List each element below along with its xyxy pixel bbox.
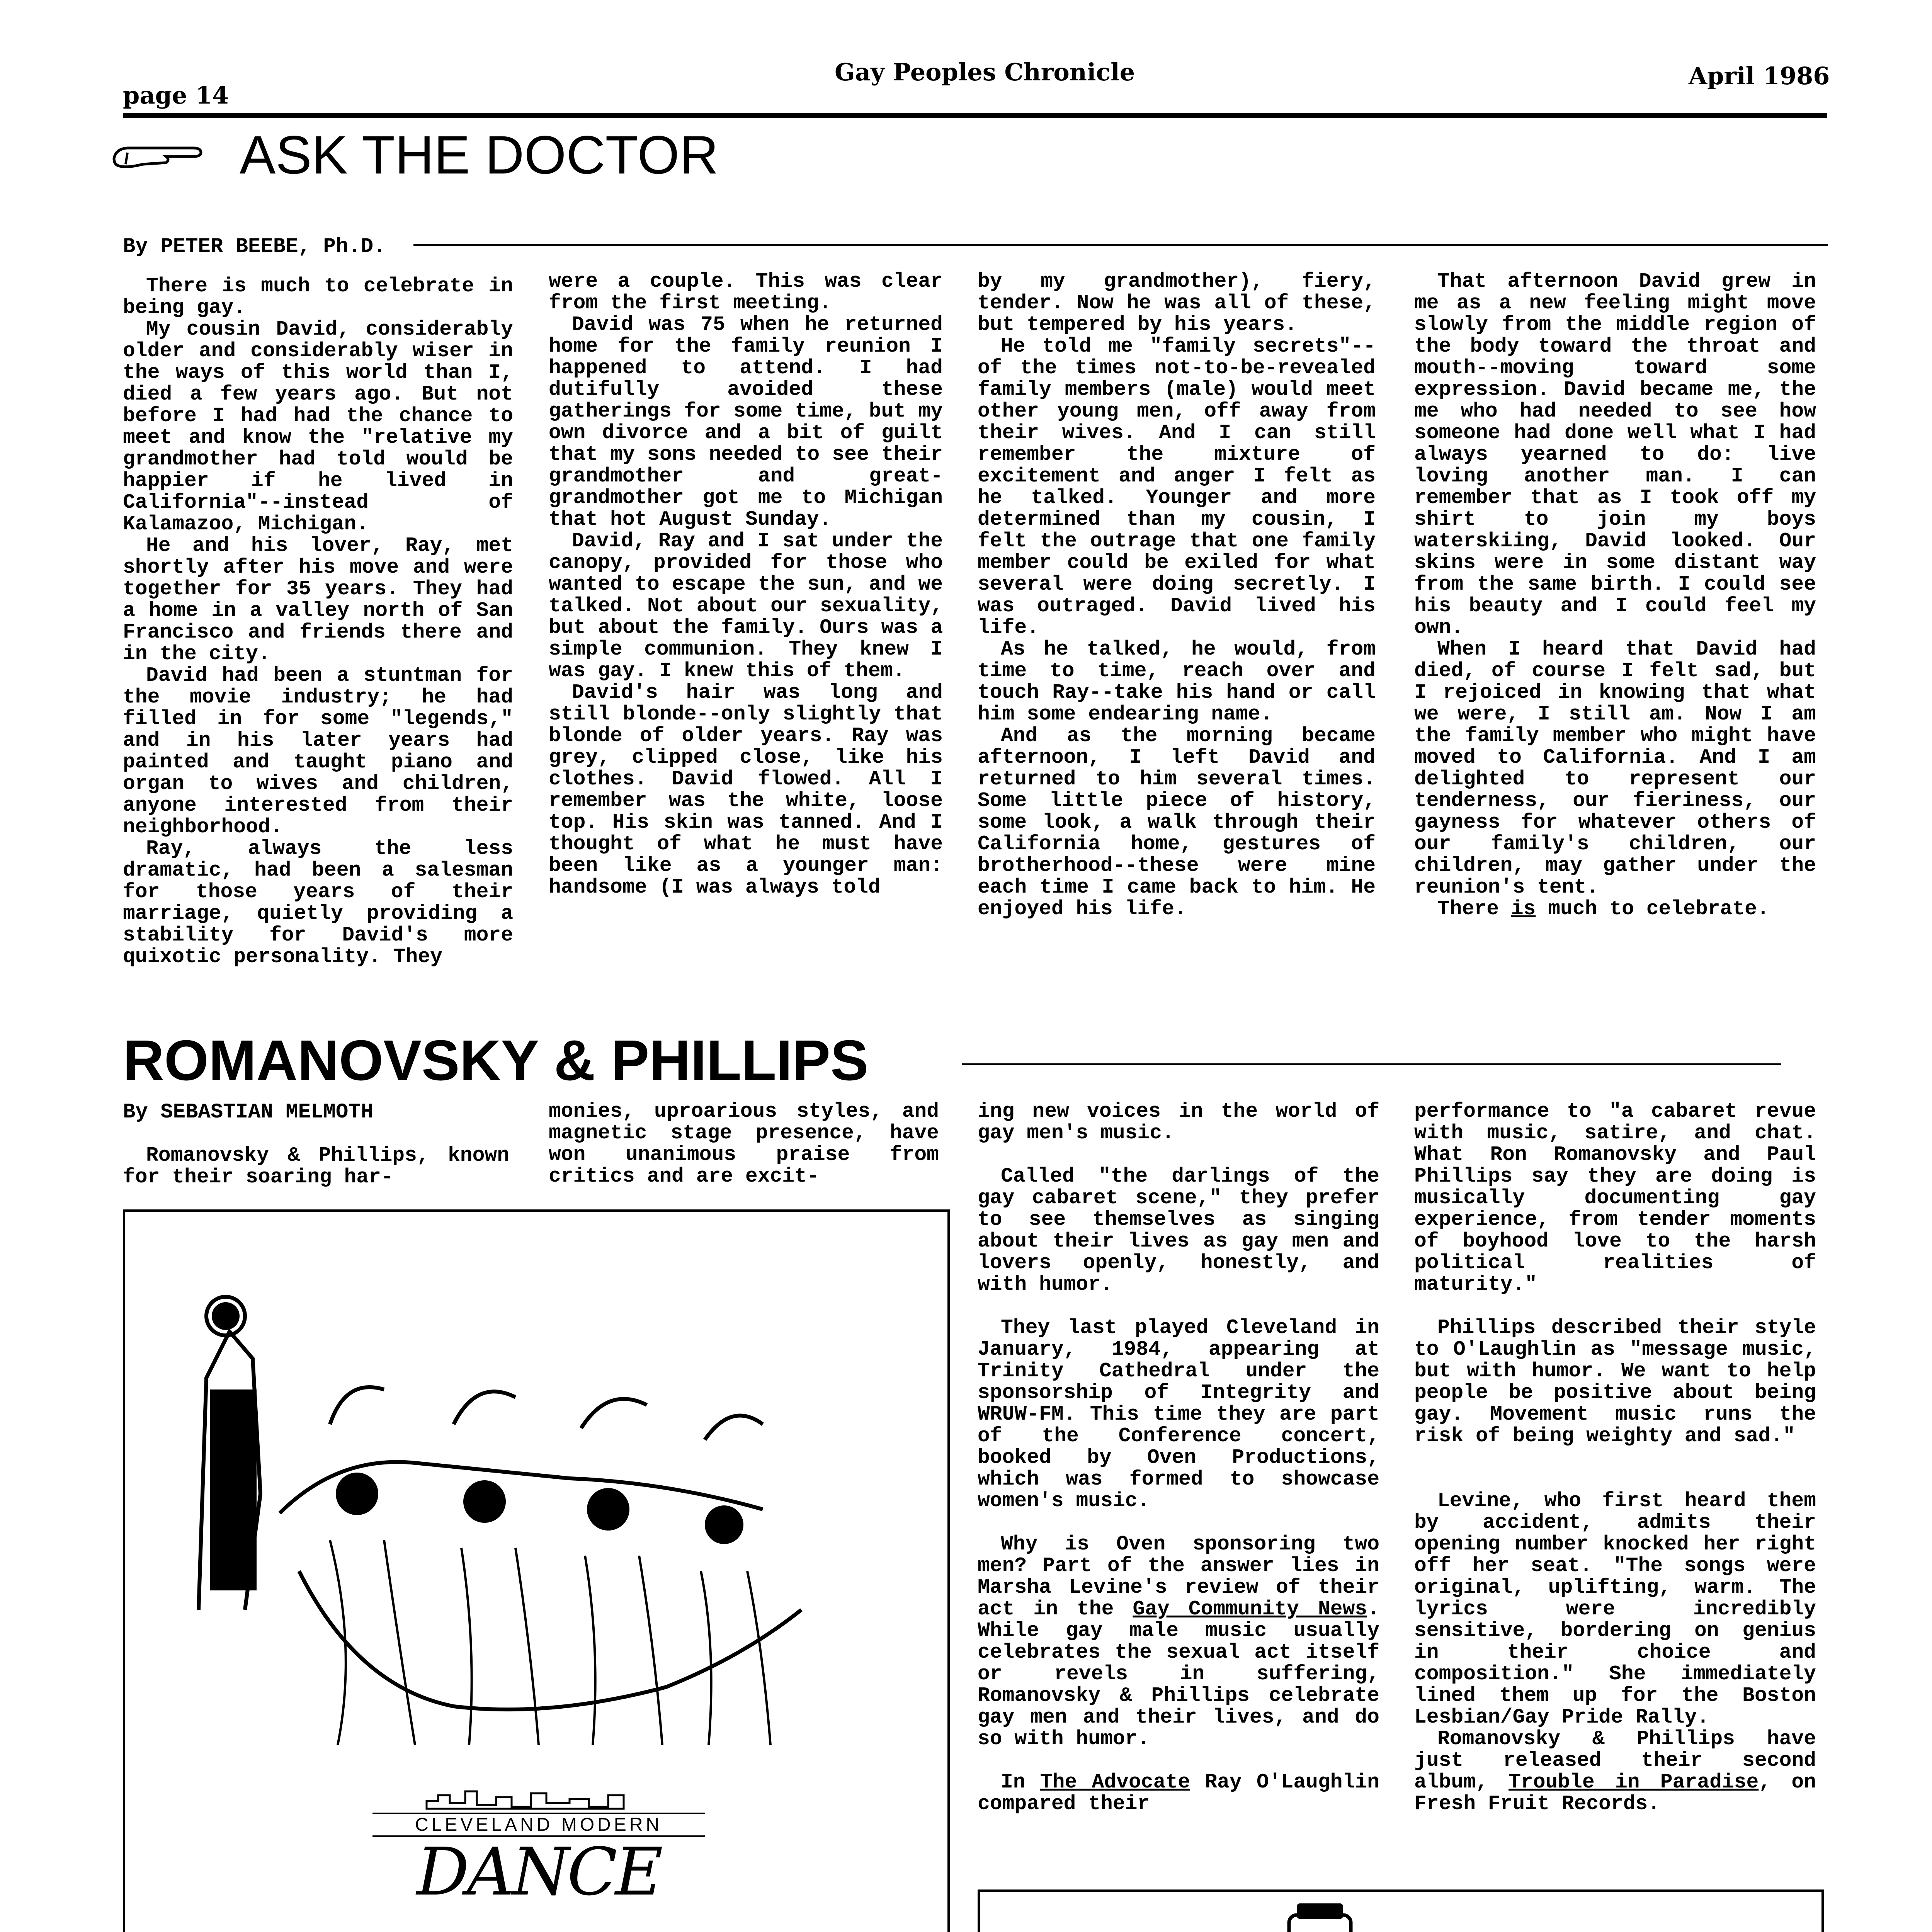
publication-title: The Advocate <box>1040 1770 1190 1794</box>
paragraph: Phillips described their style to O'Laughlin as "message music, but with humor. We want to help people be positive about being gay. Movement music runs the risk of being weighty and sad." <box>1414 1316 1816 1447</box>
page-number: page 14 <box>123 81 229 109</box>
bartender-illustration <box>1026 1903 1374 1932</box>
closing-paragraph <box>1414 898 1816 920</box>
closing-text: much to celebrate. <box>1536 897 1769 920</box>
paragraph: He and his lover, Ray, met shortly after his move and were together for 35 years. They had a home in a valley north of San Francisco and friends there and in the city. <box>123 534 513 665</box>
publication-title: Gay Community News <box>1133 1597 1367 1621</box>
cleveland-modern-label: CLEVELAND MODERN <box>372 1813 705 1837</box>
paragraph: David's hair was long and still blonde--only slightly that blonde of older years. Ray was grey, clipped close, like his clothes. David flowed. All I remember was the white, loose top. His skin was tanned. And I thought of what he must have been like as a younger man: handsome (I was always told <box>549 681 943 899</box>
paragraph: My cousin David, considerably older and considerably wiser in the ways of this world than I, died a few years ago. But not before I had had the chance to meet and know the "relative my grandmother had told would be happier if he lived in California"--instead of Kalamazoo, Michigan. <box>123 318 513 536</box>
text: In <box>1001 1770 1040 1794</box>
closing-text: There <box>1437 897 1511 920</box>
paragraph: David, Ray and I sat under the canopy, provided for those who wanted to escape the sun, and we talked. Not about our sexuality, but about the family. Ours was a simple communion. They knew I was gay. I knew this of them. <box>549 529 943 682</box>
doctor-column-3 <box>978 270 1376 1005</box>
paragraph: He told me "family secrets"--of the times not-to-be-revealed family members (male) would meet other young men, off away from their wives. And I can still remember the mixture of excitement and anger I felt as he talked. Younger and more determined than my cousin, I felt the outrage that one family member could be exiled for what several were doing secretly. I was outraged. David lived his life. <box>978 335 1376 639</box>
pointing-hand-icon <box>112 137 213 172</box>
paragraph: Levine, who first heard them by accident, admits their opening number knocked her right off her seat. "The songs were original, uplifting, warm. The lyrics were incredibly sensitive, bordering on genius in their choice and composition." She immediately lined them up for the Boston Lesbian/Gay Pride Rally. <box>1414 1489 1816 1729</box>
romanovsky-intro-col-2 <box>549 1100 939 1187</box>
publication-name: Gay Peoples Chronicle <box>835 58 1135 86</box>
text: , on Fresh Fruit Records. <box>1414 1770 1816 1815</box>
romanovsky-byline: By SEBASTIAN MELMOTH <box>123 1100 374 1124</box>
paragraph: were a couple. This was clear from the first meeting. <box>549 270 943 315</box>
album-title: Trouble in Paradise <box>1509 1770 1759 1794</box>
text: Ray O'Laughlin compared their <box>978 1770 1379 1815</box>
dance-logo-word: DANCE <box>417 1834 661 1910</box>
romanovsky-column-3 <box>978 1100 1379 1873</box>
paragraph: As he talked, he would, from time to time, reach over and touch Ray--take his hand or call him some endearing name. <box>978 638 1376 726</box>
paragraph: That afternoon David grew in me as a new feeling might move slowly from the middle region of the body toward the throat and mouth--moving toward some expression. David became me, the me who had needed to see how someone had done well what I had always yearned to do: live loving another man. I can remember that as I took off my shirt to join my boys waterskiing, David looked. Our skins were in some distant way from the same birth. I could see his beauty and I could feel my own. <box>1414 270 1816 639</box>
paragraph: There is much to celebrate in being gay. <box>123 275 513 319</box>
romanovsky-column-4 <box>1414 1100 1816 1873</box>
doctor-byline: By PETER BEEBE, Ph.D. <box>123 235 386 259</box>
text: . While gay male music usually celebrates the sexual act itself or revels in suffering, Romanovsky & Phillips celebrate gay men and their lives, and do so with humor. <box>978 1597 1379 1750</box>
paragraph: Ray, always the less dramatic, had been a salesman for those years of their marriage, quietly providing a stability for David's more quixotic personality. They <box>123 837 513 968</box>
paragraph: When I heard that David had died, of course I felt sad, but I rejoiced in knowing that what we were, I still am. Now I am the family member who might have moved to California. And I am delighted to represent our tenderness, our fieriness, our gayness for whatever others of our family's children, our children, may gather under the reunion's tent. <box>1414 638 1816 899</box>
paragraph <box>978 1771 1379 1815</box>
trockadero-ad <box>123 1209 950 1932</box>
ask-the-doctor-title: ASK THE DOCTOR <box>240 124 719 185</box>
paragraph: And as the morning became afternoon, I left David and returned to him several times. Some little piece of history, some look, a walk through their California home, gestures of brotherhood--these were mine each time I came back to him. He enjoyed his life. <box>978 724 1376 920</box>
paragraph: performance to "a cabaret revue with music, satire, and chat. What Ron Romanovsky and Paul Phillips say they are doing is musically documenting gay experience, from tender moments of boyhood love to the harsh political realities of maturity." <box>1414 1100 1816 1296</box>
text: Why is Oven sponsoring two men? Part of the answer lies in Marsha Levine's review of their act in the <box>978 1532 1379 1621</box>
paragraph: monies, uproarious styles, and magnetic stage presence, have won unanimous praise from critics and are excit- <box>549 1100 939 1188</box>
skyline-icon <box>423 1787 655 1811</box>
byline-rule <box>413 244 1828 246</box>
keys-cocktails-ad <box>978 1889 1824 1932</box>
paragraph: by my grandmother), fiery, tender. Now he was all of these, but tempered by his years. <box>978 270 1376 336</box>
ballet-dancers-illustration <box>183 1262 840 1764</box>
header-rule <box>123 113 1827 118</box>
paragraph: They last played Cleveland in January, 1984, appearing at Trinity Cathedral under the sponsorship of Integrity and WRUW-FM. This time they are part of the Conference concert, booked by Oven Productions, which was formed to showcase women's music. <box>978 1316 1379 1512</box>
doctor-column-2 <box>549 270 943 1005</box>
paragraph: ing new voices in the world of gay men's music. <box>978 1100 1379 1145</box>
closing-emphasis: is <box>1511 897 1536 920</box>
paragraph: Called "the darlings of the gay cabaret scene," they prefer to see themselves as singing about their lives as gay men and lovers openly, honestly, and with humor. <box>978 1165 1379 1296</box>
issue-date: April 1986 <box>1689 62 1830 90</box>
text: Romanovsky & Phillips have just released their second album, <box>1414 1727 1816 1794</box>
paragraph: David had been a stuntman for the movie industry; he had filled in for some "legends," and in his later years had painted and taught piano and organ to wives and children, anyone interested from their neighborhood. <box>123 664 513 838</box>
paragraph <box>1414 1728 1816 1815</box>
romanovsky-intro-col-1 <box>123 1145 509 1188</box>
paragraph: David was 75 when he returned home for the family reunion I happened to attend. I had dutifully avoided these gatherings for some time, but my own divorce and a bit of guilt that my sons needed to see their grandmother and great-grandmother got me to Michigan that hot August Sunday. <box>549 313 943 531</box>
paragraph <box>978 1533 1379 1750</box>
title-rule <box>962 1063 1781 1065</box>
doctor-column-4 <box>1414 270 1816 1005</box>
paragraph: Romanovsky & Phillips, known for their soaring har- <box>123 1144 509 1189</box>
romanovsky-title: ROMANOVSKY & PHILLIPS <box>123 1029 869 1092</box>
doctor-column-1 <box>123 275 513 1005</box>
